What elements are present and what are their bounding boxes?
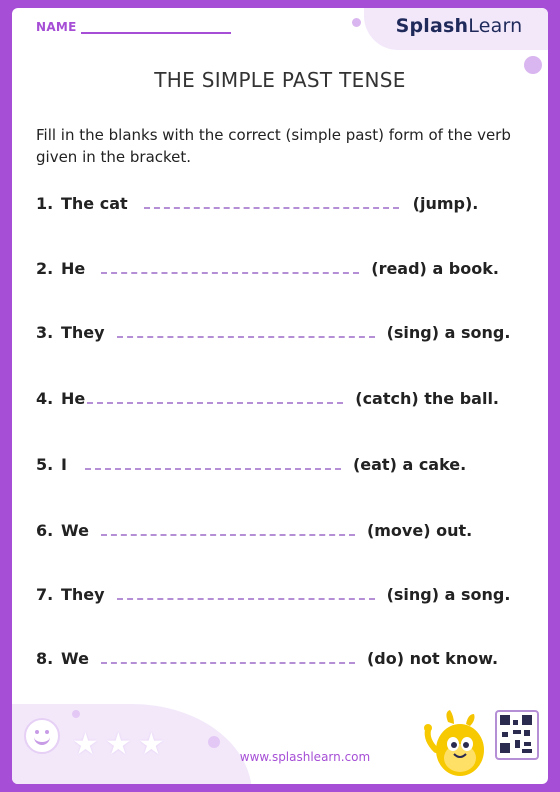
question-before: They [61,585,105,604]
question-5 [36,455,466,474]
question-8 [36,649,498,668]
star-icon: ★ [72,727,99,762]
question-before: They [61,323,105,342]
question-after: (eat) a cake. [352,455,467,474]
worksheet-sheet [12,8,548,784]
answer-blank[interactable] [117,332,375,338]
question-after: (move) out. [366,521,473,540]
decor-dot [352,18,361,27]
question-1 [36,194,478,213]
question-number: 6. [36,521,54,540]
worksheet-title: THE SIMPLE PAST TENSE [154,68,406,92]
instructions: Fill in the blanks with the correct (simple past) form of the verb given in the bracket. [36,126,511,166]
answer-blank[interactable] [117,594,375,600]
question-after: (catch) the ball. [355,389,500,408]
question-before: We [61,521,89,540]
question-number: 8. [36,649,54,668]
brand-light: Learn [468,15,523,37]
brand-logo [364,8,548,50]
brand-text [396,15,523,37]
mascot-icon [422,710,496,780]
question-number: 1. [36,194,54,213]
answer-blank[interactable] [101,530,355,536]
question-number: 7. [36,585,54,604]
question-before: I [61,455,67,474]
answer-blank[interactable] [144,203,399,209]
question-number: 4. [36,389,54,408]
question-6 [36,521,472,540]
question-7 [36,585,510,604]
question-before: He [61,259,86,278]
question-number: 3. [36,323,54,342]
footer-url[interactable]: www.splashlearn.com [239,750,371,764]
smiley-icon [24,718,60,754]
question-after: (do) not know. [366,649,499,668]
question-number: 5. [36,455,54,474]
brand-bold: Splash [395,15,469,37]
question-2 [36,259,499,278]
question-before: The cat [61,194,128,213]
answer-blank[interactable] [101,268,359,274]
question-after: (jump). [412,194,479,213]
question-before: He [61,389,86,408]
question-4 [36,389,499,408]
decor-dot [72,710,80,718]
question-3 [36,323,510,342]
question-number: 2. [36,259,54,278]
answer-blank[interactable] [101,658,355,664]
decor-dot [208,736,220,748]
question-before: We [61,649,89,668]
star-icon: ★ [137,727,165,762]
answer-blank[interactable] [85,464,341,470]
star-icon: ★ [104,727,132,762]
question-after: (read) a book. [371,259,499,278]
name-line[interactable] [81,20,231,34]
question-after: (sing) a song. [386,323,511,342]
question-after: (sing) a song. [386,585,511,604]
name-label: NAME [36,20,77,34]
qr-code-icon [495,710,539,760]
answer-blank[interactable] [87,398,343,404]
name-field [36,20,231,34]
